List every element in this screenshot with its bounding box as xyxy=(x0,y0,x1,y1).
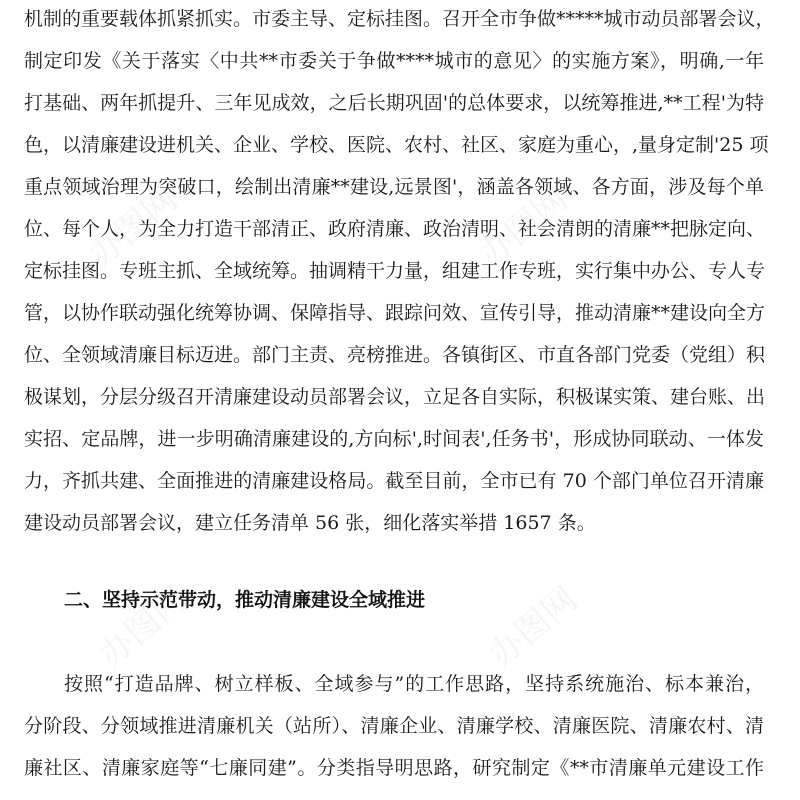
section-heading: 二、坚持示范带动，推动清廉建设全域推进 xyxy=(64,589,426,611)
paragraph-line: 廉社区、清廉家庭等“七廉同建”。分类指导明思路，研究制定《**市清廉单元建设工作 xyxy=(24,757,764,779)
paragraph-line: 按照“打造品牌、树立样板、全域参与”的工作思路，坚持系统施治、标本兼治， xyxy=(64,673,764,695)
paragraph-line: 色，以清廉建设进机关、企业、学校、医院、农村、社区、家庭为重心，,量身定制'25 项 xyxy=(24,134,769,156)
paragraph-line: 实招、定品牌，进一步明确清廉建设的,方向标',时间表',任务书'，形成协同联动、一体发 xyxy=(24,428,764,450)
watermark: 办图网 xyxy=(81,179,186,276)
paragraph-line: 位、全领域清廉目标迈进。部门主责、亮榜推进。各镇街区、市直各部门党委（党组）积 xyxy=(24,344,766,366)
watermark: 办图网 xyxy=(481,579,586,676)
paragraph-line: 位、每个人，为全力打造干部清正、政府清廉、政治清明、社会清朗的清廉**把脉定向、 xyxy=(24,218,766,240)
paragraph-line: 分阶段、分领域推进清廉机关（站所）、清廉企业、清廉学校、清廉医院、清廉农村、清 xyxy=(24,715,764,737)
paragraph-line: 打基础、两年抓提升、三年见成效，之后长期巩固'的总体要求，以统筹推进,**工程'为特 xyxy=(24,92,764,114)
watermark: 办图网 xyxy=(471,179,576,276)
paragraph-line: 极谋划，分层分级召开清廉建设动员部署会议，立足各自实际，积极谋实策、建台账、出 xyxy=(24,386,766,408)
paragraph-line: 机制的重要载体抓紧抓实。市委主导、定标挂图。召开全市争做*****城市动员部署会议， xyxy=(24,8,775,30)
paragraph-line: 力，齐抓共建、全面推进的清廉建设格局。截至目前，全市已有 70 个部门单位召开清廉 xyxy=(24,470,764,492)
paragraph-line: 制定印发《关于落实〈中共**市委关于争做****城市的意见〉的实施方案》，明确,一年 xyxy=(24,50,764,72)
paragraph-line: 建设动员部署会议，建立任务清单 56 张，细化落实举措 1657 条。 xyxy=(24,512,596,534)
paragraph-line: 管，以协作联动强化统筹协调、保障指导、跟踪问效、宣传引导，推动清廉**建设向全方 xyxy=(24,302,766,324)
paragraph-line: 定标挂图。专班主抓、全域统筹。抽调精干力量，组建工作专班，实行集中办公、专人专 xyxy=(24,260,766,282)
watermark: 办图网 xyxy=(91,579,196,676)
paragraph-line: 重点领域治理为突破口，绘制出清廉**建设,远景图'，涵盖各领域、各方面，涉及每个单 xyxy=(24,176,764,198)
